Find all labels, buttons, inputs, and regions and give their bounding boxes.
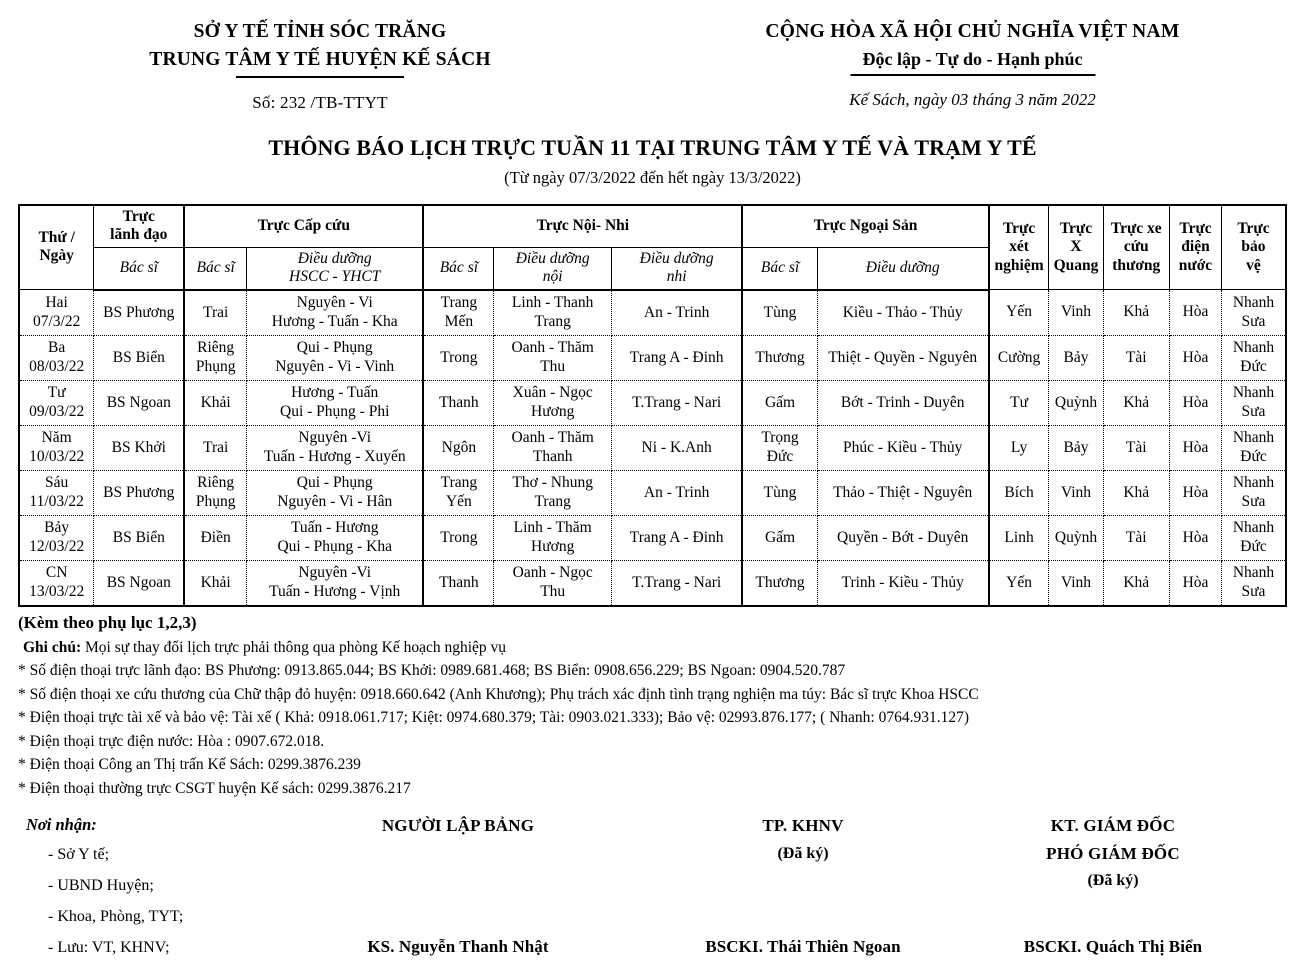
cell-internal-nurse: Oanh - Thăm Thu — [494, 335, 611, 380]
national-motto-text: Độc lập - Tự do - Hạnh phúc — [862, 49, 1083, 70]
cell-emergency-doctor: Riêng Phụng — [184, 335, 246, 380]
cell-surgery-doctor: Tùng — [742, 290, 817, 336]
note-line: * Điện thoại trực tài xế và bảo vệ: Tài xế ( Khả: 0918.061.717; Kiệt: 0974.680.379; Tài: 0903.021.333); Bảo vệ: 02993.876.177; ( Nhanh: 0764.931.127) — [18, 709, 970, 727]
cell-emergency-nurse: Tuấn - Hương Qui - Phụng - Kha — [247, 515, 424, 560]
cell-surgery-doctor: Tùng — [742, 470, 817, 515]
place-and-date: Kế Sách, ngày 03 tháng 3 năm 2022 — [849, 90, 1096, 110]
recipient-item: - UBND Huyện; — [48, 876, 154, 894]
cell-surgery-nurse: Thảo - Thiệt - Nguyên — [817, 470, 988, 515]
cell-emergency-doctor: Riêng Phụng — [184, 470, 246, 515]
cell-security: Nhanh Đức — [1221, 515, 1286, 560]
cell-driver: Khả — [1103, 470, 1170, 515]
cell-lab-tech: Tư — [989, 380, 1049, 425]
cell-pediatric-nurse: An - Trinh — [611, 470, 742, 515]
subheader-leader-doctor: Bác sĩ — [94, 247, 184, 290]
underline-rule — [236, 76, 404, 78]
cell-lab-tech: Yến — [989, 560, 1049, 606]
cell-pediatric-nurse: An - Trinh — [611, 290, 742, 336]
director-name-wrapper — [963, 937, 1263, 957]
signature-section — [18, 812, 1287, 977]
cell-security: Nhanh Sưa — [1221, 470, 1286, 515]
cell-utilities: Hòa — [1170, 290, 1222, 336]
recipient-item: - Sở Y tế; — [48, 845, 110, 863]
cell-surgery-doctor: Gấm — [742, 380, 817, 425]
recipients-block — [26, 812, 183, 963]
header-group-ambulance: Trực xe cứu thương — [1103, 205, 1170, 290]
cell-driver: Tài — [1103, 335, 1170, 380]
header-group-emergency: Trực Cấp cứu — [184, 205, 423, 248]
director-signature-block — [963, 812, 1263, 894]
attachment-note: (Kèm theo phụ lục 1,2,3) — [18, 612, 197, 632]
cell-internal-nurse: Oanh - Ngọc Thu — [494, 560, 611, 606]
header-group-surgery-obstetrics: Trực Ngoại Sản — [742, 205, 988, 248]
cell-driver: Khả — [1103, 290, 1170, 336]
cell-surgery-doctor: Trọng Đức — [742, 425, 817, 470]
cell-driver: Khả — [1103, 560, 1170, 606]
header-group-internal-pediatric: Trực Nội- Nhi — [423, 205, 742, 248]
header-group-xray: Trực X Quang — [1049, 205, 1103, 290]
cell-pediatric-nurse: T.Trang - Nari — [611, 380, 742, 425]
cell-internal-nurse: Linh - Thanh Trang — [494, 290, 611, 336]
cell-leader-doctor: BS Phương — [94, 290, 184, 336]
cell-xray-tech: Bảy — [1049, 335, 1103, 380]
cell-xray-tech: Vinh — [1049, 560, 1103, 606]
subheader-pediatric-nurse: Điều dưỡng nhi — [611, 247, 742, 290]
maker-name-wrapper — [318, 937, 598, 957]
director-signed-mark: (Đã ký) — [1087, 871, 1139, 889]
cell-driver: Tài — [1103, 515, 1170, 560]
table-head — [19, 205, 1286, 290]
cell-surgery-doctor: Gấm — [742, 515, 817, 560]
organization-province: SỞ Y TẾ TỈNH SÓC TRĂNG — [193, 21, 447, 42]
cell-leader-doctor: BS Khởi — [94, 425, 184, 470]
cell-internal-doctor: Trong — [423, 515, 494, 560]
notes-section — [18, 611, 1287, 800]
cell-pediatric-nurse: Trang A - Đinh — [611, 515, 742, 560]
cell-internal-nurse: Oanh - Thăm Thanh — [494, 425, 611, 470]
cell-emergency-nurse: Hương - Tuấn Qui - Phụng - Phi — [247, 380, 424, 425]
page-subtitle: (Từ ngày 07/3/2022 đến hết ngày 13/3/2022) — [504, 167, 801, 187]
header-group-utilities: Trực điện nước — [1170, 205, 1222, 290]
cell-internal-nurse: Xuân - Ngọc Hương — [494, 380, 611, 425]
cell-internal-nurse: Thơ - Nhung Trang — [494, 470, 611, 515]
cell-internal-doctor: Trang Yến — [423, 470, 494, 515]
note-line: * Điện thoại Công an Thị trấn Kế Sách: 0299.3876.239 — [18, 756, 361, 774]
cell-leader-doctor: BS Phương — [94, 470, 184, 515]
recipient-item: - Lưu: VT, KHNV; — [48, 939, 170, 957]
masthead-right — [640, 18, 1305, 113]
maker-name: KS. Nguyễn Thanh Nhật — [367, 937, 549, 957]
cell-emergency-nurse: Qui - Phụng Nguyên - Vi - Hân — [247, 470, 424, 515]
cell-leader-doctor: BS Ngoan — [94, 560, 184, 606]
cell-internal-doctor: Thanh — [423, 560, 494, 606]
table-row — [19, 290, 1286, 336]
table-row — [19, 380, 1286, 425]
cell-lab-tech: Bích — [989, 470, 1049, 515]
cell-pediatric-nurse: Ni - K.Anh — [611, 425, 742, 470]
khnv-title: TP. KHNV — [762, 816, 844, 836]
cell-utilities: Hòa — [1170, 470, 1222, 515]
cell-internal-nurse: Linh - Thăm Hương — [494, 515, 611, 560]
recipients-title: Nơi nhận: — [26, 815, 97, 835]
table-row — [19, 515, 1286, 560]
cell-lab-tech: Linh — [989, 515, 1049, 560]
cell-utilities: Hòa — [1170, 335, 1222, 380]
cell-xray-tech: Vinh — [1049, 470, 1103, 515]
schedule-table-wrapper — [18, 204, 1287, 607]
cell-day: Bảy 12/03/22 — [19, 515, 94, 560]
national-title: CỘNG HÒA XÃ HỘI CHỦ NGHĨA VIỆT NAM — [765, 21, 1180, 42]
cell-emergency-doctor: Điền — [184, 515, 246, 560]
cell-leader-doctor: BS Ngoan — [94, 380, 184, 425]
cell-day: Ba 08/03/22 — [19, 335, 94, 380]
khnv-name-wrapper — [658, 937, 948, 957]
khnv-name: BSCKI. Thái Thiên Ngoan — [705, 937, 901, 957]
cell-day: Tư 09/03/22 — [19, 380, 94, 425]
duty-schedule-table — [18, 204, 1287, 607]
cell-surgery-nurse: Quyền - Bớt - Duyên — [817, 515, 988, 560]
table-row — [19, 335, 1286, 380]
subheader-surgery-doctor: Bác sĩ — [742, 247, 817, 290]
cell-driver: Tài — [1103, 425, 1170, 470]
cell-day: Sáu 11/03/22 — [19, 470, 94, 515]
cell-internal-doctor: Thanh — [423, 380, 494, 425]
cell-security: Nhanh Đức — [1221, 425, 1286, 470]
note-line: * Điện thoại thường trực CSGT huyện Kế sách: 0299.3876.217 — [18, 779, 411, 797]
national-motto — [862, 46, 1082, 73]
organization-center — [149, 46, 490, 74]
cell-pediatric-nurse: T.Trang - Nari — [611, 560, 742, 606]
document-number: Số: 232 /TB-TTYT — [252, 92, 388, 112]
underline-rule — [850, 74, 1095, 76]
cell-emergency-doctor: Khải — [184, 380, 246, 425]
cell-emergency-nurse: Nguyên -Vi Tuấn - Hương - Vịnh — [247, 560, 424, 606]
cell-internal-doctor: Trong — [423, 335, 494, 380]
cell-lab-tech: Cường — [989, 335, 1049, 380]
khnv-signed-mark: (Đã ký) — [777, 844, 829, 862]
cell-day: Năm 10/03/22 — [19, 425, 94, 470]
director-title-line1: KT. GIÁM ĐỐC — [1050, 816, 1176, 836]
cell-xray-tech: Quỳnh — [1049, 380, 1103, 425]
director-name: BSCKI. Quách Thị Biển — [1023, 937, 1203, 957]
cell-surgery-nurse: Phúc - Kiều - Thủy — [817, 425, 988, 470]
cell-emergency-nurse: Nguyên - Vi Hương - Tuấn - Kha — [247, 290, 424, 336]
table-row — [19, 470, 1286, 515]
subheader-surgery-nurse: Điều dưỡng — [817, 247, 988, 290]
cell-day: Hai 07/3/22 — [19, 290, 94, 336]
note-text: Mọi sự thay đổi lịch trực phải thông qua phòng Kế hoạch nghiệp vụ — [85, 638, 507, 656]
header-group-leader: Trực lãnh đạo — [94, 205, 184, 248]
cell-driver: Khả — [1103, 380, 1170, 425]
cell-surgery-nurse: Kiều - Thảo - Thủy — [817, 290, 988, 336]
title-block — [0, 135, 1305, 188]
cell-utilities: Hòa — [1170, 515, 1222, 560]
table-body — [19, 290, 1286, 606]
cell-xray-tech: Quỳnh — [1049, 515, 1103, 560]
page-title: THÔNG BÁO LỊCH TRỰC TUẦN 11 TẠI TRUNG TÂM Y TẾ VÀ TRẠM Y TẾ — [268, 134, 1037, 160]
cell-security: Nhanh Đức — [1221, 335, 1286, 380]
note-line: * Số điện thoại trực lãnh đạo: BS Phương: 0913.865.044; BS Khởi: 0989.681.468; BS Biển: 0908.656.229; BS Ngoan: 0904.520.787 — [18, 662, 846, 680]
header-day: Thứ / Ngày — [19, 205, 94, 290]
note-line: * Số điện thoại xe cứu thương của Chữ thập đỏ huyện: 0918.660.642 (Anh Khương); Phụ trách xác định tình trạng nghiện ma túy: Bác sĩ trực Khoa HSCC — [18, 685, 979, 703]
cell-emergency-doctor: Trai — [184, 290, 246, 336]
header-group-security: Trực bảo vệ — [1221, 205, 1286, 290]
cell-surgery-nurse: Bớt - Trinh - Duyên — [817, 380, 988, 425]
note-label: Ghi chú: — [23, 638, 82, 656]
masthead-left — [0, 18, 640, 113]
cell-security: Nhanh Sưa — [1221, 380, 1286, 425]
note-line: * Điện thoại trực điện nước: Hòa : 0907.672.018. — [18, 732, 325, 750]
cell-pediatric-nurse: Trang A - Đinh — [611, 335, 742, 380]
cell-security: Nhanh Sưa — [1221, 290, 1286, 336]
masthead — [0, 0, 1305, 113]
cell-utilities: Hòa — [1170, 560, 1222, 606]
cell-emergency-doctor: Trai — [184, 425, 246, 470]
cell-internal-doctor: Trang Mến — [423, 290, 494, 336]
cell-surgery-nurse: Trinh - Kiều - Thủy — [817, 560, 988, 606]
recipient-item: - Khoa, Phòng, TYT; — [48, 908, 184, 926]
cell-internal-doctor: Ngôn — [423, 425, 494, 470]
subheader-emergency-nurse: Điều dưỡng HSCC - YHCT — [247, 247, 424, 290]
cell-emergency-doctor: Khải — [184, 560, 246, 606]
subheader-emergency-doctor: Bác sĩ — [184, 247, 246, 290]
cell-surgery-doctor: Thương — [742, 335, 817, 380]
cell-emergency-nurse: Qui - Phụng Nguyên - Vi - Vinh — [247, 335, 424, 380]
organization-center-text: TRUNG TÂM Y TẾ HUYỆN KẾ SÁCH — [149, 49, 491, 71]
cell-leader-doctor: BS Biển — [94, 515, 184, 560]
cell-day: CN 13/03/22 — [19, 560, 94, 606]
cell-leader-doctor: BS Biển — [94, 335, 184, 380]
subheader-internal-doctor: Bác sĩ — [423, 247, 494, 290]
cell-xray-tech: Bảy — [1049, 425, 1103, 470]
cell-utilities: Hòa — [1170, 425, 1222, 470]
cell-xray-tech: Vinh — [1049, 290, 1103, 336]
cell-lab-tech: Yến — [989, 290, 1049, 336]
header-group-lab: Trực xét nghiệm — [989, 205, 1049, 290]
cell-surgery-doctor: Thương — [742, 560, 817, 606]
header-row-groups — [19, 205, 1286, 248]
note-general — [18, 636, 1287, 660]
cell-surgery-nurse: Thiệt - Quyền - Nguyên — [817, 335, 988, 380]
khnv-signature-block — [678, 812, 928, 866]
director-title-line2: PHÓ GIÁM ĐỐC — [1046, 843, 1180, 863]
cell-lab-tech: Ly — [989, 425, 1049, 470]
table-row — [19, 560, 1286, 606]
cell-emergency-nurse: Nguyên -Vi Tuấn - Hương - Xuyến — [247, 425, 424, 470]
maker-signature-block — [318, 812, 598, 839]
maker-title: NGƯỜI LẬP BẢNG — [381, 816, 535, 836]
cell-utilities: Hòa — [1170, 380, 1222, 425]
subheader-internal-nurse: Điều dưỡng nội — [494, 247, 611, 290]
cell-security: Nhanh Sưa — [1221, 560, 1286, 606]
table-row — [19, 425, 1286, 470]
